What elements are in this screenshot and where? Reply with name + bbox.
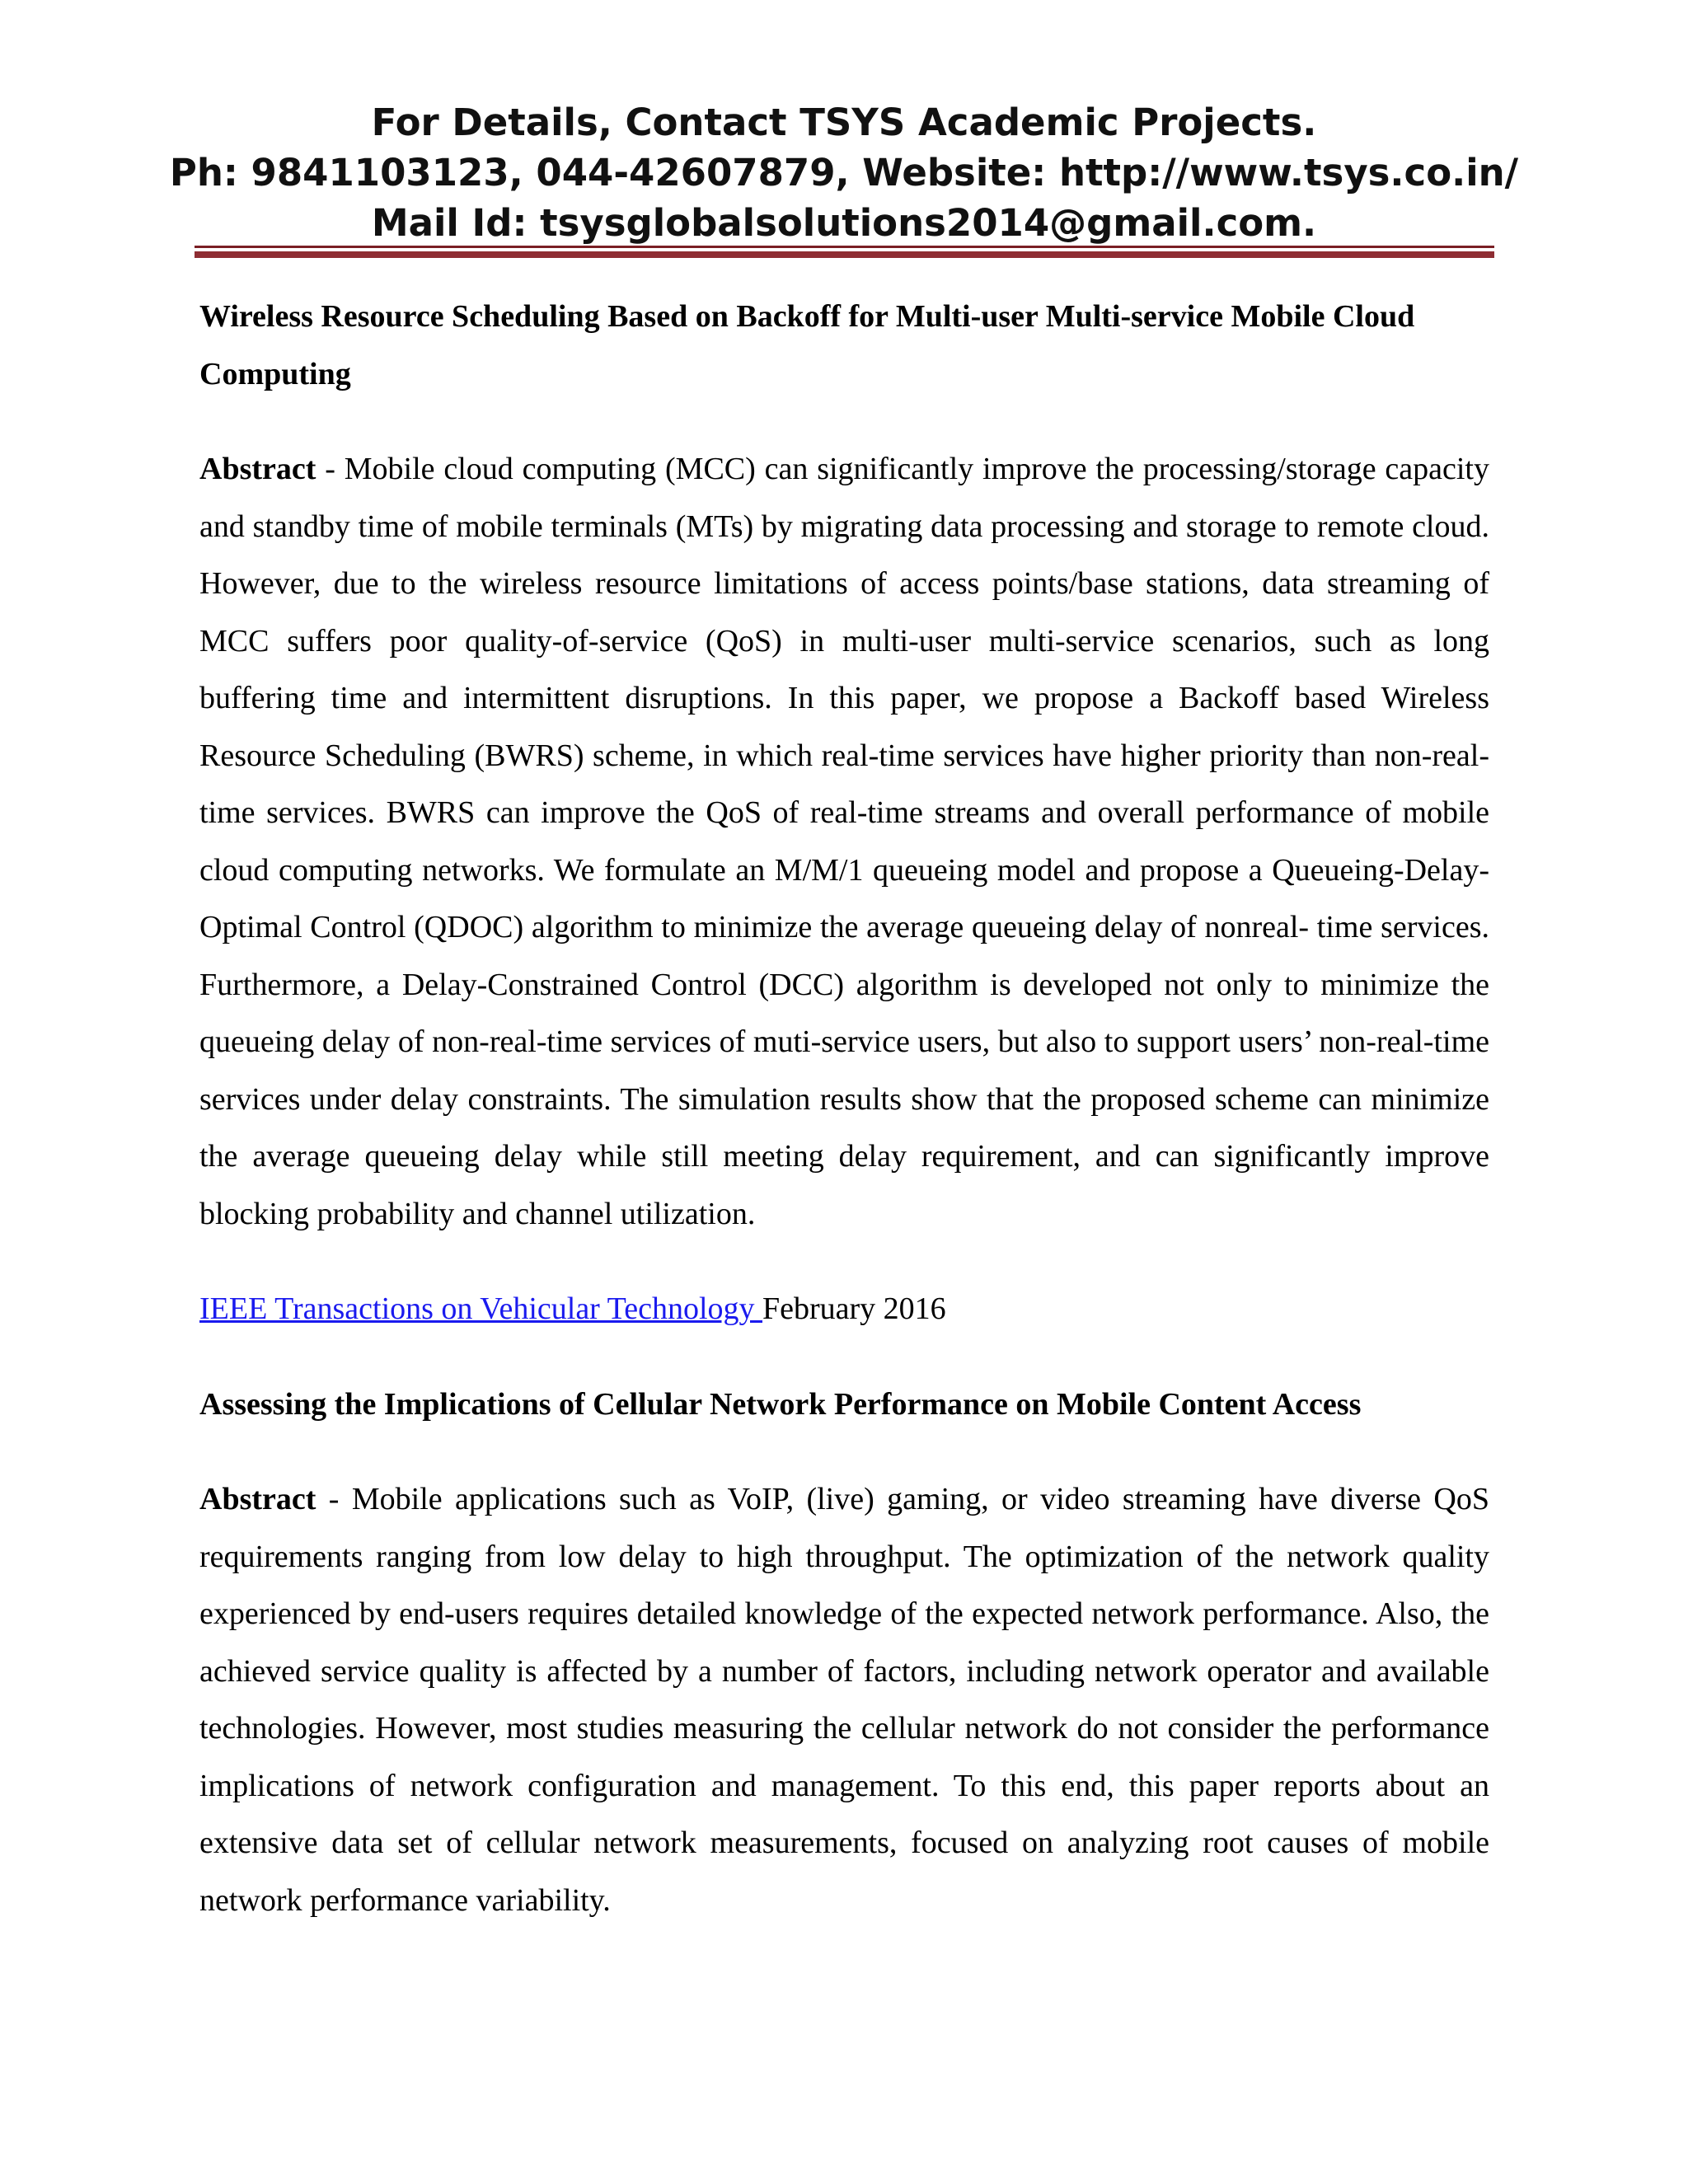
contact-header	[0, 97, 1688, 248]
document-body	[199, 288, 1489, 1929]
abstract-text: - Mobile applications such as VoIP, (live) gaming, or video streaming have diverse QoS requirements ranging from low delay to high throughput. The optimization of the network quality experienced by end-users requires detailed knowledge of the expected network performance. Also, the achieved service quality is affected by a number of factors, including network operator and available technologies. However, most studies measuring the cellular network do not consider the performance implications of network configuration and management. To this end, this paper reports about an extensive data set of cellular network measurements, focused on analyzing root causes of mobile network performance variability.	[199, 1482, 1489, 1918]
paper-2	[199, 1376, 1489, 1930]
header-line-2: Ph: 9841103123, 044-42607879, Website: http://www.tsys.co.in/	[169, 151, 1519, 194]
journal-citation	[199, 1281, 1489, 1338]
header-rule-thick	[195, 251, 1494, 258]
journal-date: February 2016	[762, 1291, 946, 1326]
paper-abstract	[199, 441, 1489, 1243]
header-rule-thin	[195, 246, 1494, 248]
abstract-label: Abstract	[199, 1482, 316, 1516]
header-line-1: For Details, Contact TSYS Academic Projects.	[371, 101, 1317, 144]
paper-title: Assessing the Implications of Cellular Network Performance on Mobile Content Access	[199, 1386, 1362, 1422]
paper-1	[199, 288, 1489, 1338]
abstract-label: Abstract	[199, 452, 316, 486]
paper-title: Wireless Resource Scheduling Based on Backoff for Multi-user Multi-service Mobile Cloud Computing	[199, 299, 1415, 391]
paper-abstract	[199, 1471, 1489, 1929]
journal-link[interactable]: IEEE Transactions on Vehicular Technology	[199, 1291, 762, 1326]
header-line-3: Mail Id: tsysglobalsolutions2014@gmail.com.	[371, 201, 1317, 245]
abstract-text: - Mobile cloud computing (MCC) can significantly improve the processing/storage capacity and standby time of mobile terminals (MTs) by migrating data processing and storage to remote cloud. However, due to the wireless resource limitations of access points/base stations, data streaming of MCC suffers poor quality-of-service (QoS) in multi-user multi-service scenarios, such as long buffering time and intermittent disruptions. In this paper, we propose a Backoff based Wireless Resource Scheduling (BWRS) scheme, in which real-time services have higher priority than non-real-time services. BWRS can improve the QoS of real-time streams and overall performance of mobile cloud computing networks. We formulate an M/M/1 queueing model and propose a Queueing-Delay-Optimal Control (QDOC) algorithm to minimize the average queueing delay of nonreal- time services. Furthermore, a Delay-Constrained Control (DCC) algorithm is developed not only to minimize the queueing delay of non-real-time services of muti-service users, but also to support users’ non-real-time services under delay constraints. The simulation results show that the proposed scheme can minimize the average queueing delay while still meeting delay requirement, and can significantly improve blocking probability and channel utilization.	[199, 452, 1489, 1231]
